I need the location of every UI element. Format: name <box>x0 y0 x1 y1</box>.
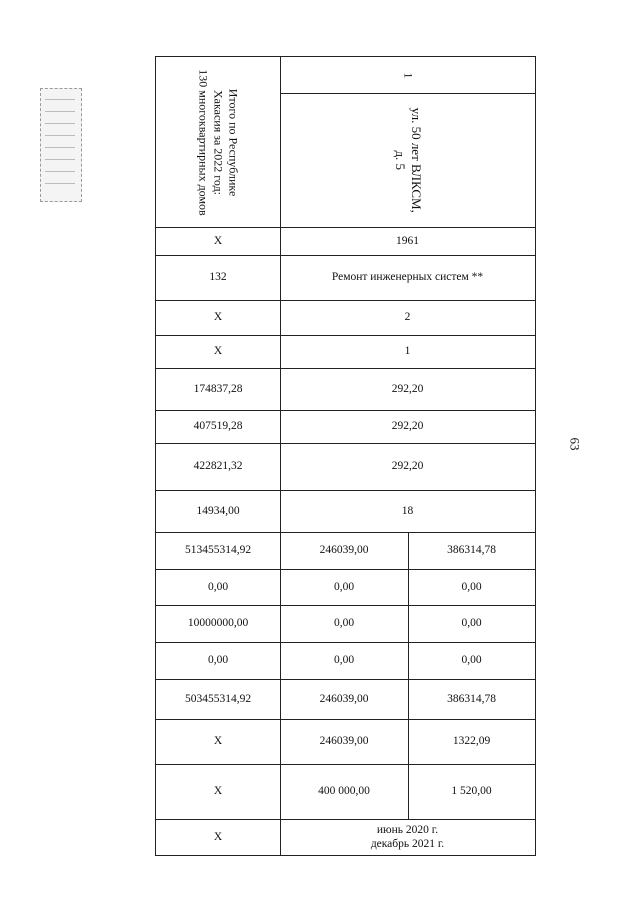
row15-left: X <box>213 785 223 798</box>
row15-right: 1 520,00 <box>451 785 492 798</box>
row2-left: 132 <box>209 271 227 284</box>
row6-left: 407519,28 <box>193 420 243 433</box>
row1-right: 1961 <box>396 234 419 247</box>
period-start: июнь 2020 г. <box>376 823 439 836</box>
row10-mid: 0,00 <box>333 580 355 593</box>
row13-right: 386314,78 <box>447 692 496 705</box>
row12-right: 0,00 <box>461 654 482 667</box>
row8-left: 14934,00 <box>196 504 240 517</box>
row4-right: 1 <box>404 345 411 358</box>
row13-mid: 246039,00 <box>319 692 369 705</box>
row11-left: 10000000,00 <box>187 617 249 630</box>
row16-right <box>280 819 535 855</box>
row14-mid: 246039,00 <box>319 735 369 748</box>
row7-right: 292,20 <box>391 460 424 473</box>
row5-left: 174837,28 <box>193 382 243 395</box>
row8-right: 18 <box>401 504 414 517</box>
row12-mid: 0,00 <box>333 654 355 667</box>
row16-left: X <box>213 830 223 843</box>
row3-left: X <box>213 311 223 324</box>
row3-right: 2 <box>404 311 411 324</box>
archive-stamp <box>40 88 82 202</box>
page-number: 63 <box>567 437 583 451</box>
header-total-label: Итого по Республике Хакасия за 2022 год: 130 многоквартирных домов <box>196 68 241 216</box>
row15-mid: 400 000,00 <box>318 785 370 798</box>
row9-left: 513455314,92 <box>184 544 252 557</box>
row12-left: 0,00 <box>207 654 229 667</box>
period-end: декабрь 2021 г. <box>370 838 445 850</box>
row7-left: 422821,32 <box>193 460 243 473</box>
row2-right: Ремонт инженерных систем ** <box>331 271 484 284</box>
row14-left: X <box>213 735 223 748</box>
row14-right: 1322,09 <box>452 735 491 748</box>
row10-left: 0,00 <box>207 580 229 593</box>
row11-right: 0,00 <box>461 617 482 630</box>
row1-left: X <box>213 234 223 247</box>
row9-mid: 246039,00 <box>319 544 369 557</box>
row9-right: 386314,78 <box>447 544 496 557</box>
row11-mid: 0,00 <box>333 617 355 630</box>
row6-right: 292,20 <box>391 420 424 433</box>
row5-right: 292,20 <box>391 382 424 395</box>
header-object-number: 1 <box>401 72 415 78</box>
row13-left: 503455314,92 <box>184 692 252 705</box>
header-address: ул. 50 лет ВЛКСМ, д. 5 <box>392 107 424 213</box>
row4-left: X <box>213 345 223 358</box>
data-table <box>155 56 536 856</box>
row10-right: 0,00 <box>461 580 482 593</box>
